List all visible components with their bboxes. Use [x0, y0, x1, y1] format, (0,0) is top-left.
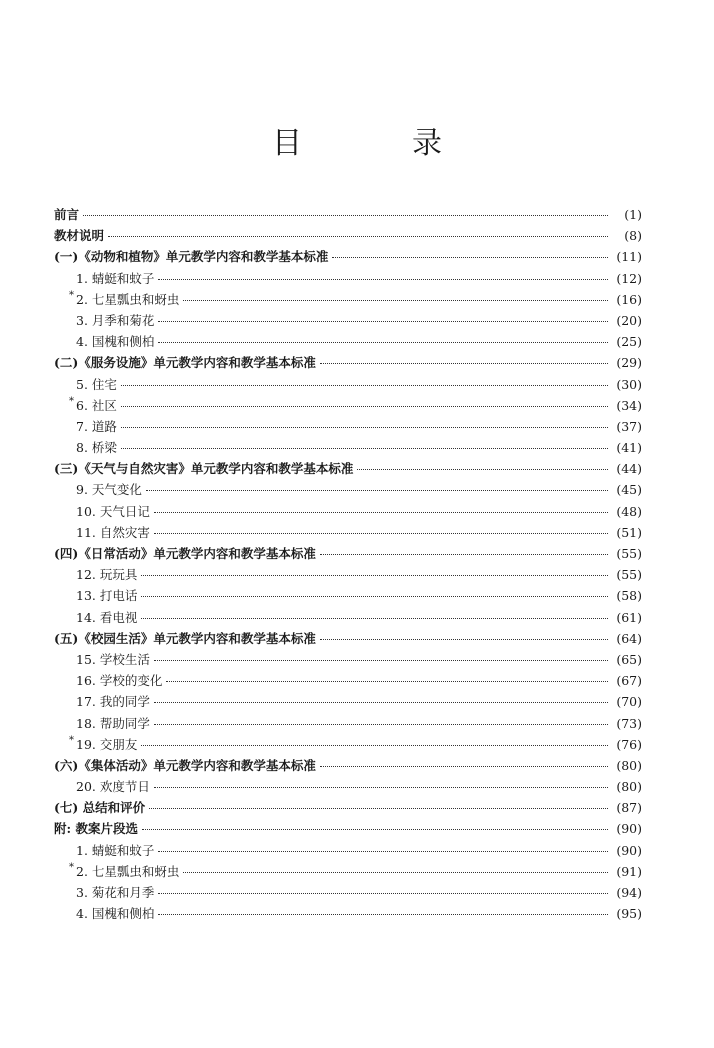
toc-entry-text: 20. 欢度节日: [76, 779, 150, 795]
toc-lesson-entry[interactable]: [54, 904, 642, 925]
toc-page-number: (90): [616, 821, 642, 837]
toc-lesson-entry[interactable]: [54, 650, 642, 671]
toc-section-entry[interactable]: [54, 247, 642, 268]
optional-lesson-mark: *: [69, 289, 74, 301]
toc-entry-label: [54, 290, 179, 308]
toc-entry-text: (六)《集体活动》单元教学内容和教学基本标准: [54, 757, 316, 773]
dot-leader: [154, 533, 608, 534]
toc-lesson-entry[interactable]: [54, 438, 642, 459]
toc-page-number: (37): [616, 418, 642, 434]
toc-entry-label: [54, 841, 154, 859]
dot-leader: [158, 914, 608, 915]
toc-entry-text: 5. 住宅: [76, 376, 117, 392]
toc-entry-label: [54, 862, 179, 880]
toc-entry-label: [54, 798, 145, 816]
dot-leader: [121, 427, 608, 428]
toc-entry-text: 4. 国槐和侧柏: [76, 334, 155, 350]
toc-entry-text: (二)《服务设施》单元教学内容和教学基本标准: [54, 355, 316, 371]
dot-leader: [320, 363, 608, 364]
toc-entry-label: [54, 459, 353, 477]
dot-leader: [121, 406, 608, 407]
dot-leader: [154, 512, 608, 513]
toc-entry-label: [54, 883, 154, 901]
toc-lesson-entry[interactable]: [54, 269, 642, 290]
toc-lesson-entry[interactable]: [54, 883, 642, 904]
toc-page-number: (76): [616, 736, 642, 752]
toc-section-entry[interactable]: [54, 819, 642, 840]
dot-leader: [141, 745, 608, 746]
toc-entry-label: [54, 650, 150, 668]
toc-page-number: (29): [616, 355, 642, 371]
toc-entry-label: [54, 332, 154, 350]
toc-section-entry[interactable]: [54, 226, 642, 247]
toc-lesson-entry[interactable]: [54, 417, 642, 438]
optional-lesson-mark: *: [69, 861, 74, 873]
dot-leader: [121, 448, 608, 449]
toc-page-number: (8): [624, 228, 642, 244]
toc-page-number: (41): [616, 440, 642, 456]
toc-page-number: (94): [616, 885, 642, 900]
toc-entry-text: (七) 总结和评价: [54, 800, 146, 816]
toc-lesson-entry[interactable]: [54, 608, 642, 629]
toc-page-number: (67): [616, 673, 642, 689]
dot-leader: [108, 236, 608, 237]
toc-entry-text: 13. 打电话: [76, 588, 138, 604]
dot-leader: [320, 554, 608, 555]
toc-page-number: (20): [616, 312, 642, 328]
toc-entry-label: [54, 714, 150, 732]
toc-page-number: (90): [616, 842, 642, 858]
toc-page-number: (58): [616, 588, 642, 604]
toc-lesson-entry[interactable]: [54, 862, 642, 883]
dot-leader: [320, 766, 608, 767]
toc-entry-text: 9. 天气变化: [76, 482, 142, 498]
toc-entry-label: [54, 417, 117, 435]
toc-lesson-entry[interactable]: [54, 714, 642, 735]
toc-entry-text: 2. 七星瓢虫和蚜虫: [76, 863, 180, 879]
toc-entry-text: 前言: [54, 207, 80, 222]
toc-entry-label: [54, 735, 137, 753]
toc-entry-text: 6. 社区: [76, 397, 117, 413]
toc-page-number: (95): [616, 906, 642, 922]
toc-entry-label: [54, 502, 150, 520]
toc-page-number: (34): [616, 397, 642, 413]
toc-entry-text: 14. 看电视: [76, 609, 138, 625]
page-title: 目 录: [272, 126, 482, 161]
toc-entry-text: 1. 蜻蜓和蚊子: [76, 842, 155, 858]
dot-leader: [158, 321, 608, 322]
dot-leader: [154, 787, 608, 788]
toc-entry-label: [54, 353, 316, 371]
toc-entry-label: [54, 586, 137, 604]
dot-leader: [320, 639, 608, 640]
toc-entry-label: [54, 247, 328, 265]
toc-lesson-entry[interactable]: [54, 311, 642, 332]
toc-entry-text: (五)《校园生活》单元教学内容和教学基本标准: [54, 630, 316, 646]
toc-entry-text: 3. 菊花和月季: [76, 885, 155, 900]
toc-page-number: (87): [616, 800, 642, 816]
toc-page-number: (80): [616, 779, 642, 795]
toc-page-number: (80): [616, 757, 642, 773]
toc-lesson-entry[interactable]: [54, 692, 642, 713]
toc-lesson-entry[interactable]: [54, 523, 642, 544]
optional-lesson-mark: *: [69, 734, 74, 746]
toc-page-number: (70): [616, 694, 642, 710]
toc-page-number: (55): [616, 567, 642, 583]
toc-entry-text: 7. 道路: [76, 418, 117, 434]
dot-leader: [121, 385, 608, 386]
dot-leader: [149, 808, 608, 809]
toc-entry-text: 3. 月季和菊花: [76, 312, 155, 328]
toc-lesson-entry[interactable]: [54, 480, 642, 501]
toc-lesson-entry[interactable]: [54, 502, 642, 523]
toc-section-entry[interactable]: [54, 544, 642, 565]
toc-page-number: (61): [616, 609, 642, 625]
toc-page-number: (48): [616, 503, 642, 519]
toc-page-number: (91): [616, 863, 642, 879]
toc-page-number: (64): [616, 630, 642, 646]
toc-section-entry[interactable]: [54, 353, 642, 374]
dot-leader: [158, 851, 608, 852]
toc-entry-label: [54, 375, 117, 393]
dot-leader: [183, 872, 608, 873]
toc-entry-label: [54, 480, 142, 498]
toc-entry-label: [54, 396, 117, 414]
toc-lesson-entry[interactable]: [54, 735, 642, 756]
toc-lesson-entry[interactable]: [54, 671, 642, 692]
toc-entry-label: [54, 692, 150, 710]
toc-entry-label: [54, 438, 117, 456]
toc-entry-label: [54, 523, 150, 541]
table-of-contents: [54, 205, 642, 925]
toc-entry-text: 15. 学校生活: [76, 651, 150, 667]
dot-leader: [166, 681, 608, 682]
toc-lesson-entry[interactable]: [54, 841, 642, 862]
toc-page-number: (16): [616, 291, 642, 307]
toc-lesson-entry[interactable]: [54, 332, 642, 353]
dot-leader: [158, 342, 608, 343]
toc-page-number: (51): [616, 524, 642, 540]
toc-entry-text: 19. 交朋友: [76, 736, 138, 752]
toc-entry-text: 11. 自然灾害: [76, 524, 150, 540]
toc-entry-label: [54, 226, 104, 244]
toc-entry-label: [54, 311, 154, 329]
dot-leader: [183, 300, 608, 301]
toc-section-entry[interactable]: [54, 756, 642, 777]
toc-page-number: (55): [616, 546, 642, 561]
toc-lesson-entry[interactable]: [54, 586, 642, 607]
dot-leader: [154, 660, 608, 661]
toc-entry-label: [54, 608, 137, 626]
toc-section-entry[interactable]: [54, 798, 642, 819]
dot-leader: [154, 702, 608, 703]
toc-entry-label: [54, 671, 162, 689]
toc-entry-text: (一)《动物和植物》单元教学内容和教学基本标准: [54, 249, 329, 265]
toc-lesson-entry[interactable]: [54, 375, 642, 396]
toc-lesson-entry[interactable]: [54, 777, 642, 798]
toc-entry-text: (四)《日常活动》单元教学内容和教学基本标准: [54, 546, 316, 561]
dot-leader: [141, 596, 608, 597]
dot-leader: [158, 893, 608, 894]
toc-section-entry[interactable]: [54, 459, 642, 480]
toc-entry-text: 16. 学校的变化: [76, 673, 163, 689]
toc-lesson-entry[interactable]: [54, 290, 642, 311]
toc-page-number: (12): [616, 270, 642, 286]
toc-entry-text: 12. 玩玩具: [76, 567, 138, 583]
toc-entry-label: [54, 269, 154, 287]
toc-entry-label: [54, 904, 154, 922]
toc-page-number: (30): [616, 376, 642, 392]
toc-entry-label: [54, 544, 316, 562]
optional-lesson-mark: *: [69, 395, 74, 407]
toc-page-number: (73): [616, 715, 642, 731]
toc-entry-label: [54, 565, 137, 583]
toc-section-entry[interactable]: [54, 205, 642, 226]
dot-leader: [142, 829, 608, 830]
toc-entry-text: 附: 教案片段选: [54, 821, 138, 837]
toc-entry-label: [54, 629, 316, 647]
dot-leader: [332, 257, 608, 258]
toc-entry-label: [54, 777, 150, 795]
toc-page-number: (44): [616, 461, 642, 477]
toc-entry-text: 4. 国槐和侧柏: [76, 906, 155, 922]
toc-page-number: (45): [616, 482, 642, 498]
toc-entry-text: 10. 天气日记: [76, 503, 150, 519]
toc-page-number: (25): [616, 334, 642, 350]
toc-page-number: (11): [616, 249, 642, 265]
toc-page-number: (65): [616, 651, 642, 667]
toc-lesson-entry[interactable]: [54, 565, 642, 586]
toc-entry-text: 教材说明: [54, 228, 105, 244]
toc-entry-label: [54, 819, 138, 837]
toc-entry-label: [54, 756, 316, 774]
toc-section-entry[interactable]: [54, 629, 642, 650]
dot-leader: [83, 215, 608, 216]
dot-leader: [357, 469, 608, 470]
toc-entry-text: 17. 我的同学: [76, 694, 150, 710]
toc-entry-text: 8. 桥梁: [76, 440, 117, 456]
toc-lesson-entry[interactable]: [54, 396, 642, 417]
dot-leader: [154, 724, 608, 725]
toc-entry-label: [54, 205, 79, 223]
dot-leader: [141, 575, 608, 576]
dot-leader: [158, 279, 608, 280]
toc-entry-text: (三)《天气与自然灾害》单元教学内容和教学基本标准: [54, 461, 354, 477]
toc-page-number: (1): [624, 207, 642, 222]
dot-leader: [146, 490, 608, 491]
dot-leader: [141, 618, 608, 619]
toc-entry-text: 18. 帮助同学: [76, 715, 150, 731]
toc-entry-text: 2. 七星瓢虫和蚜虫: [76, 291, 180, 307]
toc-entry-text: 1. 蜻蜓和蚊子: [76, 270, 155, 286]
